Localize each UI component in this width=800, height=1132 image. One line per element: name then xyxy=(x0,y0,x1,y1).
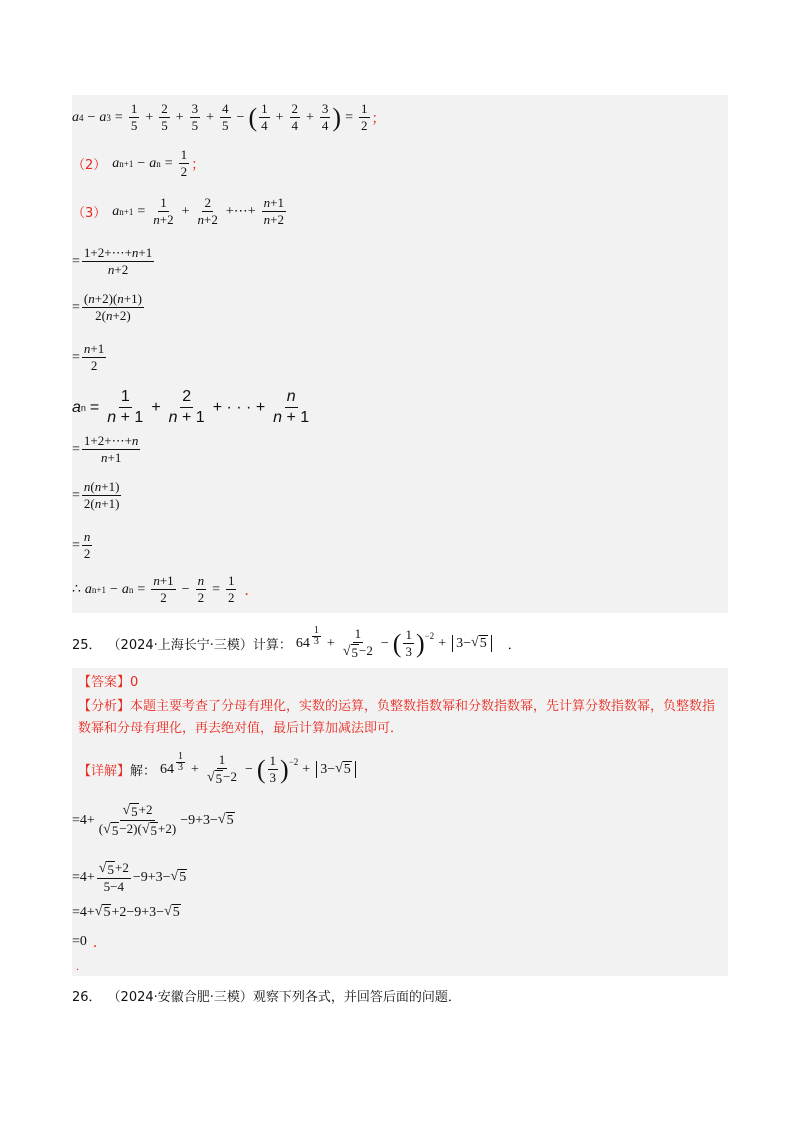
line-part2: （2） a n+1 − a n = $\frac{1}{2}$ ； xyxy=(72,147,206,179)
detail-label: 【详解】 xyxy=(78,764,131,779)
line-sum3: = $\frac{n+1}{2}$ xyxy=(72,341,105,373)
detail-prefix: 解： xyxy=(130,764,157,779)
line-sum1: = $\frac{1+2+\cdots+n+1}{n+2}$ xyxy=(72,245,153,277)
line-part3: （3） a n+1 = $\frac{1}{n+2}$ + $\frac{2}{n+2}$ +⋯+ $\frac{n+1}{n+2}$ xyxy=(72,195,284,227)
problem-number: 26． xyxy=(72,990,102,1005)
step-4: = 0 ． xyxy=(72,934,107,951)
semicolon: ； xyxy=(371,111,386,127)
line-an: a n = $\frac{1}{n + 1}$ + $\frac{2}{n + 1}$ + · · · + $\frac{n}{n + 1}$ xyxy=(72,388,310,426)
problem-26-question xyxy=(72,986,461,1005)
line-an-sum1: = $\frac{1+2+\cdots+n}{n+1}$ xyxy=(72,433,139,465)
result-dot: ． xyxy=(92,936,107,951)
line-a4-a3: a 4 − a 3 = $\frac{1}{5}$ + $\frac{2}{5}$ + $\frac{3}{5}$ + $\frac{4}{5}$ − ( $\frac{1}{4}$ + $\frac{2}{4}$ + $\frac{3}{4}$ ) = $\frac{1}{2}$ ； xyxy=(72,101,386,133)
answer-value: 0 xyxy=(130,675,139,690)
part2-label: （2） xyxy=(72,158,107,173)
problem-prompt: 计算： xyxy=(252,638,292,653)
problem-number: 25． xyxy=(72,638,102,653)
problem-source: （2024·安徽合肥·三模） xyxy=(107,990,253,1005)
line-sum2: = $\frac{(n+2)(n+1)}{2(n+2)}$ xyxy=(72,291,142,323)
trailing-dot xyxy=(76,958,86,973)
trailing-dot-text: ． xyxy=(76,962,86,973)
problem-25-question: 25． （2024·上海长宁·三模） 计算： 64 $\frac{1}{3}$ + 1 √ 5 −2 − ( $\frac{1}{3}$ ) −2 + 3− √ 5 ． xyxy=(72,625,521,660)
line-conclusion: ∴ a n+1 − a n = $\frac{n+1}{2}$ − $\frac{n}{2}$ = $\frac{1}{2}$ ． xyxy=(72,573,259,605)
therefore-symbol: ∴ xyxy=(72,582,81,597)
part3-label: （3） xyxy=(72,206,107,221)
answer-label: 【答案】 xyxy=(78,675,131,690)
semicolon: ； xyxy=(191,157,206,173)
result-zero: 0 xyxy=(79,934,87,949)
solution-block-25 xyxy=(72,668,728,976)
step-3: =4+ √ 5 +2−9+3− √ 5 xyxy=(72,904,180,920)
detail-line: 【详解】 解： 64 $\frac{1}{3}$ + 1 √ 5 −2 − ( $\frac{1}{3}$ ) −2 + 3− √ 5 xyxy=(78,752,358,787)
analysis-label: 【分析】 xyxy=(78,699,131,714)
conclusion-dot: ． xyxy=(244,583,259,599)
analysis-paragraph xyxy=(78,696,722,740)
problem-end: ． xyxy=(507,638,521,653)
problem-text: 观察下列各式，并回答后面的问题． xyxy=(252,990,461,1005)
step-2: =4+ √ 5 +2 5−4 −9+3− √ 5 xyxy=(72,860,187,894)
answer-line xyxy=(78,672,722,694)
solution-block-24 xyxy=(72,95,728,613)
problem-source: （2024·上海长宁·三模） xyxy=(107,638,253,653)
analysis-text: 本题主要考查了分母有理化，实数的运算，负整数指数幂和分数指数幂，先计算分数指数幂，负整数指数幂和分母有理化，再去绝对值，最后计算加减法即可． xyxy=(78,699,716,736)
line-an-sum2: = $\frac{n(n+1)}{2(n+1)}$ xyxy=(72,479,120,511)
step-1: =4+ √ 5 +2 ( √ 5 −2)( √ 5 +2) −9+3− √ 5 xyxy=(72,802,234,838)
line-an-sum3: = $\frac{n}{2}$ xyxy=(72,529,91,561)
